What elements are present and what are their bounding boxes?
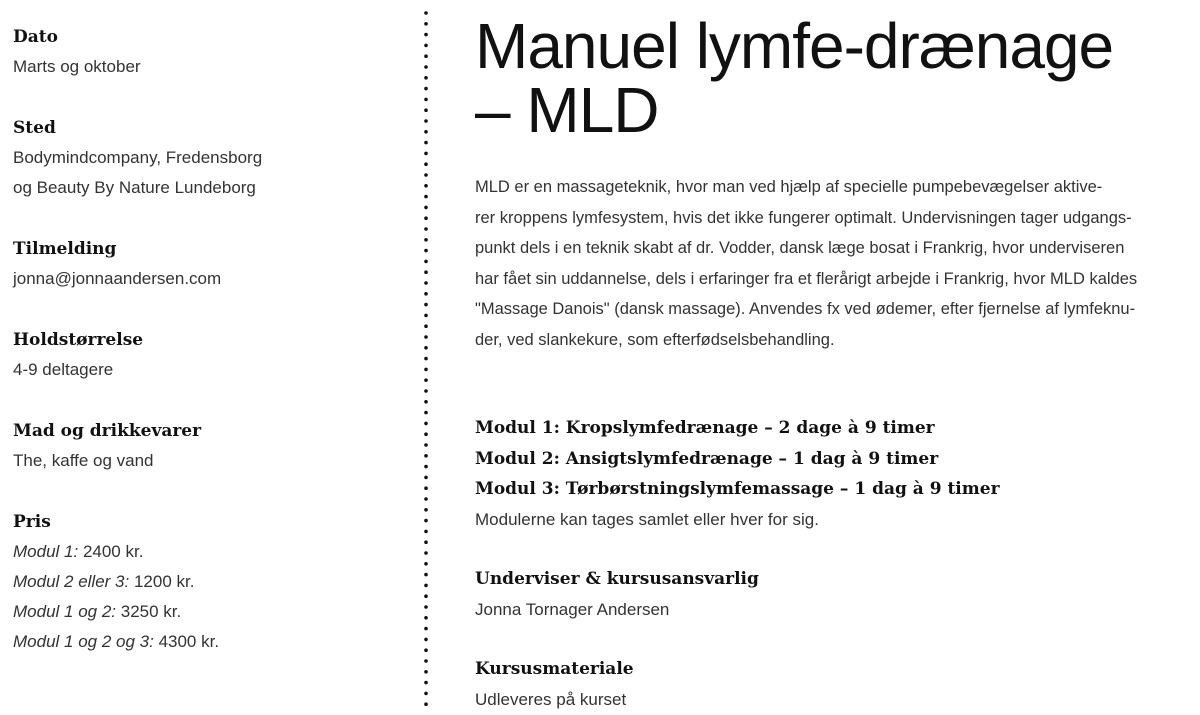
place-heading: Sted	[13, 118, 56, 138]
date-section	[13, 22, 413, 82]
price-row	[13, 597, 413, 627]
module-item: Modul 2: Ansigtslymfedrænage – 1 dag à 9 timer	[475, 448, 939, 469]
price-row	[13, 627, 413, 657]
modules-list	[475, 413, 1195, 535]
team-size-heading: Holdstørrelse	[13, 330, 144, 350]
signup-section	[13, 234, 413, 294]
teacher-section	[475, 564, 759, 625]
date-heading: Dato	[13, 27, 58, 47]
teacher-heading: Underviser & kursusansvarlig	[475, 569, 759, 589]
food-heading: Mad og drikkevarer	[13, 421, 202, 441]
dotted-divider	[422, 10, 430, 712]
price-amount: 1200 kr.	[133, 572, 195, 591]
place-section	[13, 113, 413, 203]
price-heading: Pris	[13, 512, 51, 532]
material-section	[475, 654, 634, 715]
price-label: Modul 1:	[13, 542, 79, 561]
price-row	[13, 537, 413, 567]
signup-heading: Tilmelding	[13, 239, 117, 259]
food-section	[13, 416, 413, 476]
module-item: Modul 1: Kropslymfedrænage – 2 dage à 9 timer	[475, 418, 935, 438]
intro-line: MLD er en massageteknik, hvor man ved hjælp af specielle pumpebevægelser aktive-	[475, 178, 1103, 196]
signup-email[interactable]: jonna@jonnaandersen.com	[13, 269, 222, 288]
price-label: Modul 1 og 2 og 3:	[13, 632, 154, 651]
course-title-block	[475, 10, 1195, 146]
team-size-value: 4-9 deltagere	[13, 360, 114, 379]
modules-note: Modulerne kan tages samlet eller hver for sig.	[475, 509, 819, 529]
intro-line: der, ved slankekure, som efterfødselsbehandling.	[475, 330, 835, 349]
material-value: Udleveres på kurset	[475, 689, 627, 709]
price-label: Modul 1 og 2:	[13, 602, 117, 621]
price-label: Modul 2 eller 3:	[13, 572, 130, 591]
page-title-line: – MLD	[475, 74, 659, 146]
place-line: og Beauty By Nature Lundeborg	[13, 178, 256, 197]
date-value: Marts og oktober	[13, 57, 141, 76]
teacher-name: Jonna Tornager Andersen	[475, 599, 670, 619]
intro-line: rer kroppens lymfesystem, hvis det ikke fungerer optimalt. Undervisningen tager udgangs-	[475, 208, 1132, 227]
course-facts-column	[13, 22, 413, 657]
intro-line: punkt dels i en teknik skabt af dr. Vodder, dansk læge bosat i Frankrig, hvor underviseren	[475, 239, 1125, 257]
team-size-section	[13, 325, 413, 385]
price-row	[13, 567, 413, 597]
intro-line: har fået sin uddannelse, dels i erfaringer fra et flerårigt arbejde i Frankrig, hvor MLD kaldes	[475, 269, 1138, 288]
module-item: Modul 3: Tørbørstningslymfemassage – 1 dag à 9 timer	[475, 479, 1000, 499]
price-amount: 3250 kr.	[120, 602, 182, 621]
food-value: The, kaffe og vand	[13, 451, 154, 470]
material-heading: Kursusmateriale	[475, 659, 634, 679]
intro-paragraph	[475, 172, 1195, 355]
place-line: Bodymindcompany, Fredensborg	[13, 148, 263, 167]
price-section	[13, 507, 413, 657]
price-amount: 2400 kr.	[82, 542, 144, 561]
page-title-line: Manuel lymfe-drænage	[475, 10, 1114, 82]
price-amount: 4300 kr.	[158, 632, 220, 651]
intro-line: "Massage Danois" (dansk massage). Anvendes fx ved ødemer, efter fjernelse af lymfeknu-	[475, 300, 1136, 318]
